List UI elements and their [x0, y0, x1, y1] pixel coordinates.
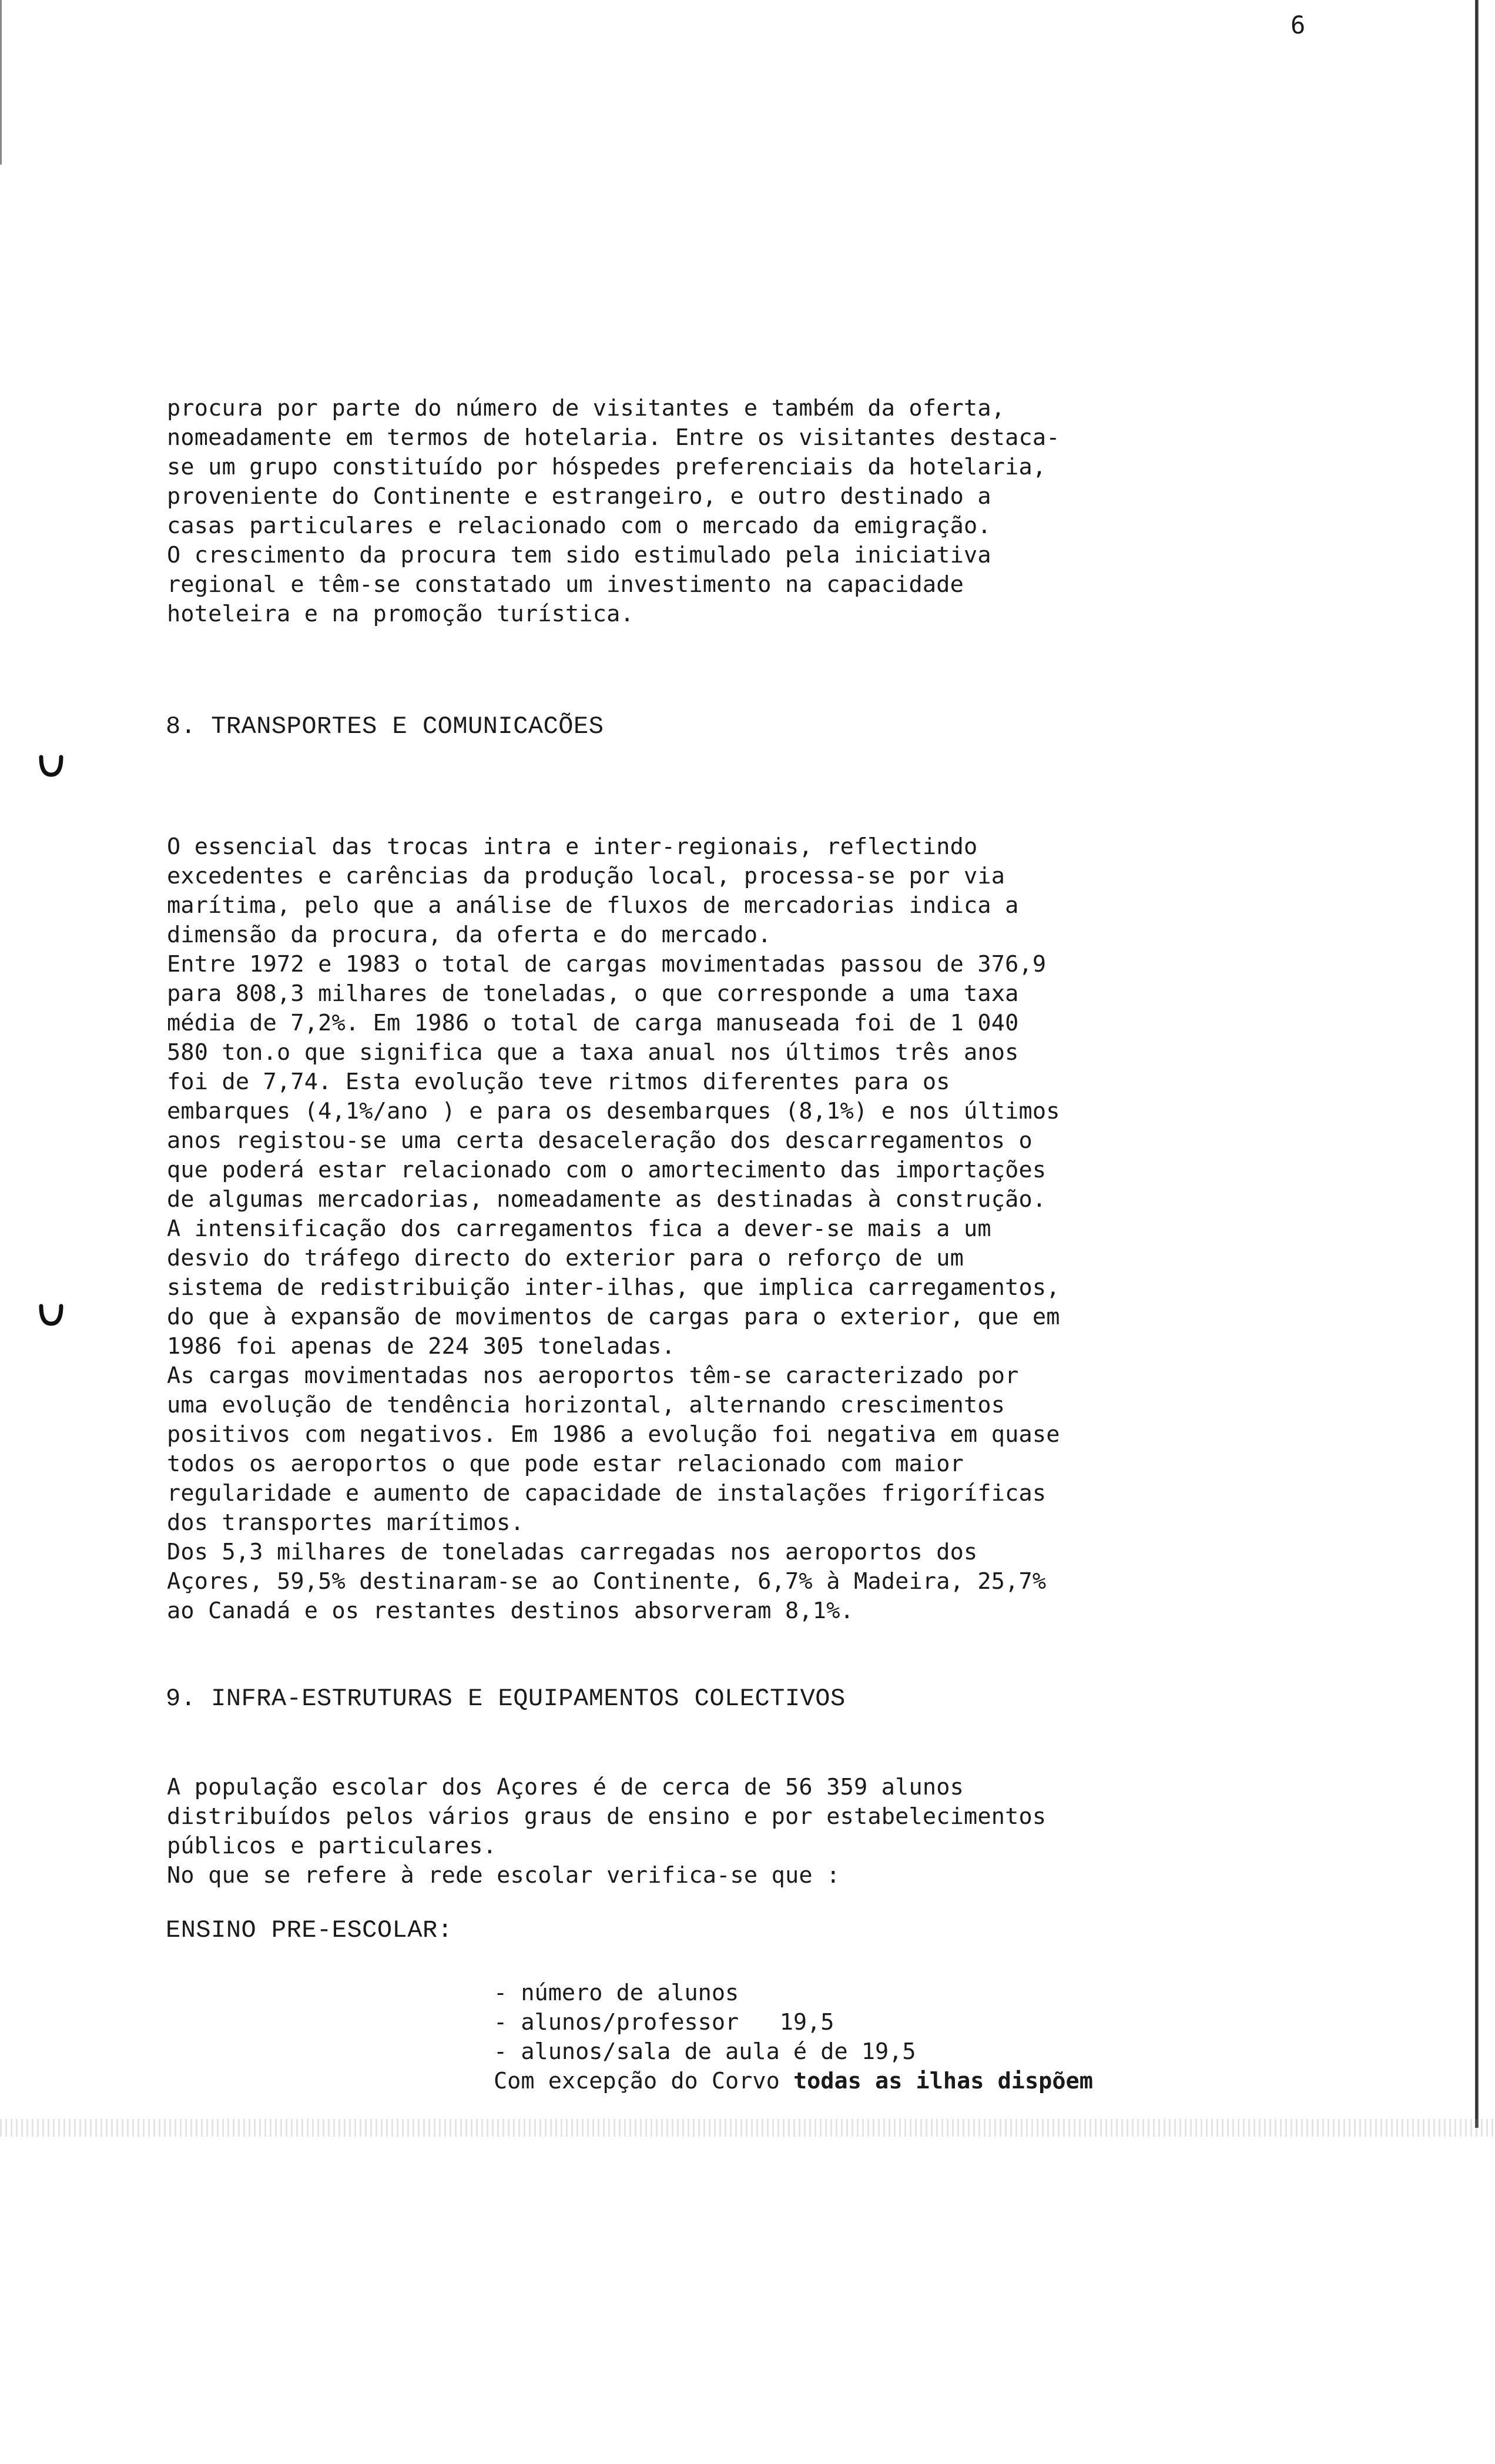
text-line: desvio do tráfego directo do exterior para o reforço de um: [167, 1245, 964, 1271]
scan-right-edge: [1475, 0, 1479, 2128]
last-line-plain: Com excepção do Corvo: [494, 2068, 793, 2094]
text-line: para 808,3 milhares de toneladas, o que corresponde a uma taxa: [167, 980, 1019, 1007]
text-line: O essencial das trocas intra e inter-regionais, reflectindo: [167, 833, 978, 860]
last-line: [494, 2067, 1093, 2096]
punch-hole-icon: [39, 754, 63, 778]
intro-paragraph: [167, 394, 1330, 629]
text-line: No que se refere à rede escolar verifica-se que :: [167, 1862, 840, 1889]
text-line: se um grupo constituído por hóspedes preferenciais da hotelaria,: [167, 454, 1047, 480]
text-line: 580 ton.o que significa que a taxa anual nos últimos três anos: [167, 1039, 1019, 1066]
section-9-heading: 9. INFRA-ESTRUTURAS E EQUIPAMENTOS COLECTIVOS: [166, 1685, 846, 1713]
list-item: - alunos/professor 19,5: [494, 2009, 834, 2036]
page-number: 6: [1290, 11, 1306, 39]
text-line: ao Canadá e os restantes destinos absorveram 8,1%.: [167, 1598, 854, 1624]
text-line: uma evolução de tendência horizontal, alternando crescimentos: [167, 1392, 1005, 1418]
last-line-bold: todas as ilhas dispõem: [793, 2068, 1093, 2094]
text-line: proveniente do Continente e estrangeiro, e outro destinado a: [167, 483, 991, 510]
text-line: distribuídos pelos vários graus de ensino e por estabelecimentos: [167, 1803, 1047, 1830]
pre-school-list: [494, 1978, 916, 2067]
text-line: O crescimento da procura tem sido estimulado pela iniciativa: [167, 542, 991, 568]
text-line: foi de 7,74. Esta evolução teve ritmos diferentes para os: [167, 1069, 950, 1095]
text-line: dos transportes marítimos.: [167, 1509, 524, 1536]
text-line: Dos 5,3 milhares de toneladas carregadas nos aeroportos dos: [167, 1539, 978, 1565]
text-line: sistema de redistribuição inter-ilhas, que implica carregamentos,: [167, 1274, 1060, 1301]
section-8-body: [167, 832, 1330, 1626]
text-line: regional e têm-se constatado um investimento na capacidade: [167, 571, 964, 598]
text-line: de algumas mercadorias, nomeadamente as destinadas à construção.: [167, 1186, 1047, 1213]
ensino-pre-escolar-heading: ENSINO PRE-ESCOLAR:: [166, 1916, 453, 1944]
scan-noise-band: [0, 2119, 1495, 2137]
text-line: nomeadamente em termos de hotelaria. Entre os visitantes destaca-: [167, 424, 1060, 451]
list-item: - número de alunos: [494, 1980, 739, 2006]
text-line: todos os aeroportos o que pode estar relacionado com maior: [167, 1451, 964, 1477]
scan-left-edge: [0, 0, 2, 165]
text-line: Açores, 59,5% destinaram-se ao Continente, 6,7% à Madeira, 25,7%: [167, 1568, 1047, 1595]
punch-hole-icon: [39, 1303, 63, 1327]
text-line: A população escolar dos Açores é de cerca de 56 359 alunos: [167, 1774, 964, 1800]
text-line: A intensificação dos carregamentos fica a dever-se mais a um: [167, 1216, 991, 1242]
text-line: média de 7,2%. Em 1986 o total de carga manuseada foi de 1 040: [167, 1010, 1019, 1036]
text-line: As cargas movimentadas nos aeroportos têm-se caracterizado por: [167, 1362, 1019, 1389]
text-line: dimensão da procura, da oferta e do mercado.: [167, 922, 772, 948]
text-line: hoteleira e na promoção turística.: [167, 601, 634, 627]
text-line: que poderá estar relacionado com o amortecimento das importações: [167, 1157, 1047, 1183]
text-line: regularidade e aumento de capacidade de instalações frigoríficas: [167, 1480, 1047, 1506]
text-line: 1986 foi apenas de 224 305 toneladas.: [167, 1333, 676, 1360]
text-line: marítima, pelo que a análise de fluxos de mercadorias indica a: [167, 892, 1019, 919]
list-item: - alunos/sala de aula é de 19,5: [494, 2038, 916, 2065]
text-line: positivos com negativos. Em 1986 a evolução foi negativa em quase: [167, 1421, 1060, 1448]
text-line: excedentes e carências da produção local, processa-se por via: [167, 863, 1005, 889]
text-line: anos registou-se uma certa desaceleração dos descarregamentos o: [167, 1127, 1033, 1154]
text-line: casas particulares e relacionado com o mercado da emigração.: [167, 513, 991, 539]
text-line: procura por parte do número de visitantes e também da oferta,: [167, 395, 1005, 421]
section-9-body: [167, 1773, 1330, 1890]
text-line: públicos e particulares.: [167, 1833, 497, 1859]
text-line: embarques (4,1%/ano ) e para os desembarques (8,1%) e nos últimos: [167, 1098, 1060, 1124]
text-line: Entre 1972 e 1983 o total de cargas movimentadas passou de 376,9: [167, 951, 1047, 977]
text-line: do que à expansão de movimentos de cargas para o exterior, que em: [167, 1304, 1060, 1330]
section-8-heading: 8. TRANSPORTES E COMUNICACÕES: [166, 712, 604, 741]
